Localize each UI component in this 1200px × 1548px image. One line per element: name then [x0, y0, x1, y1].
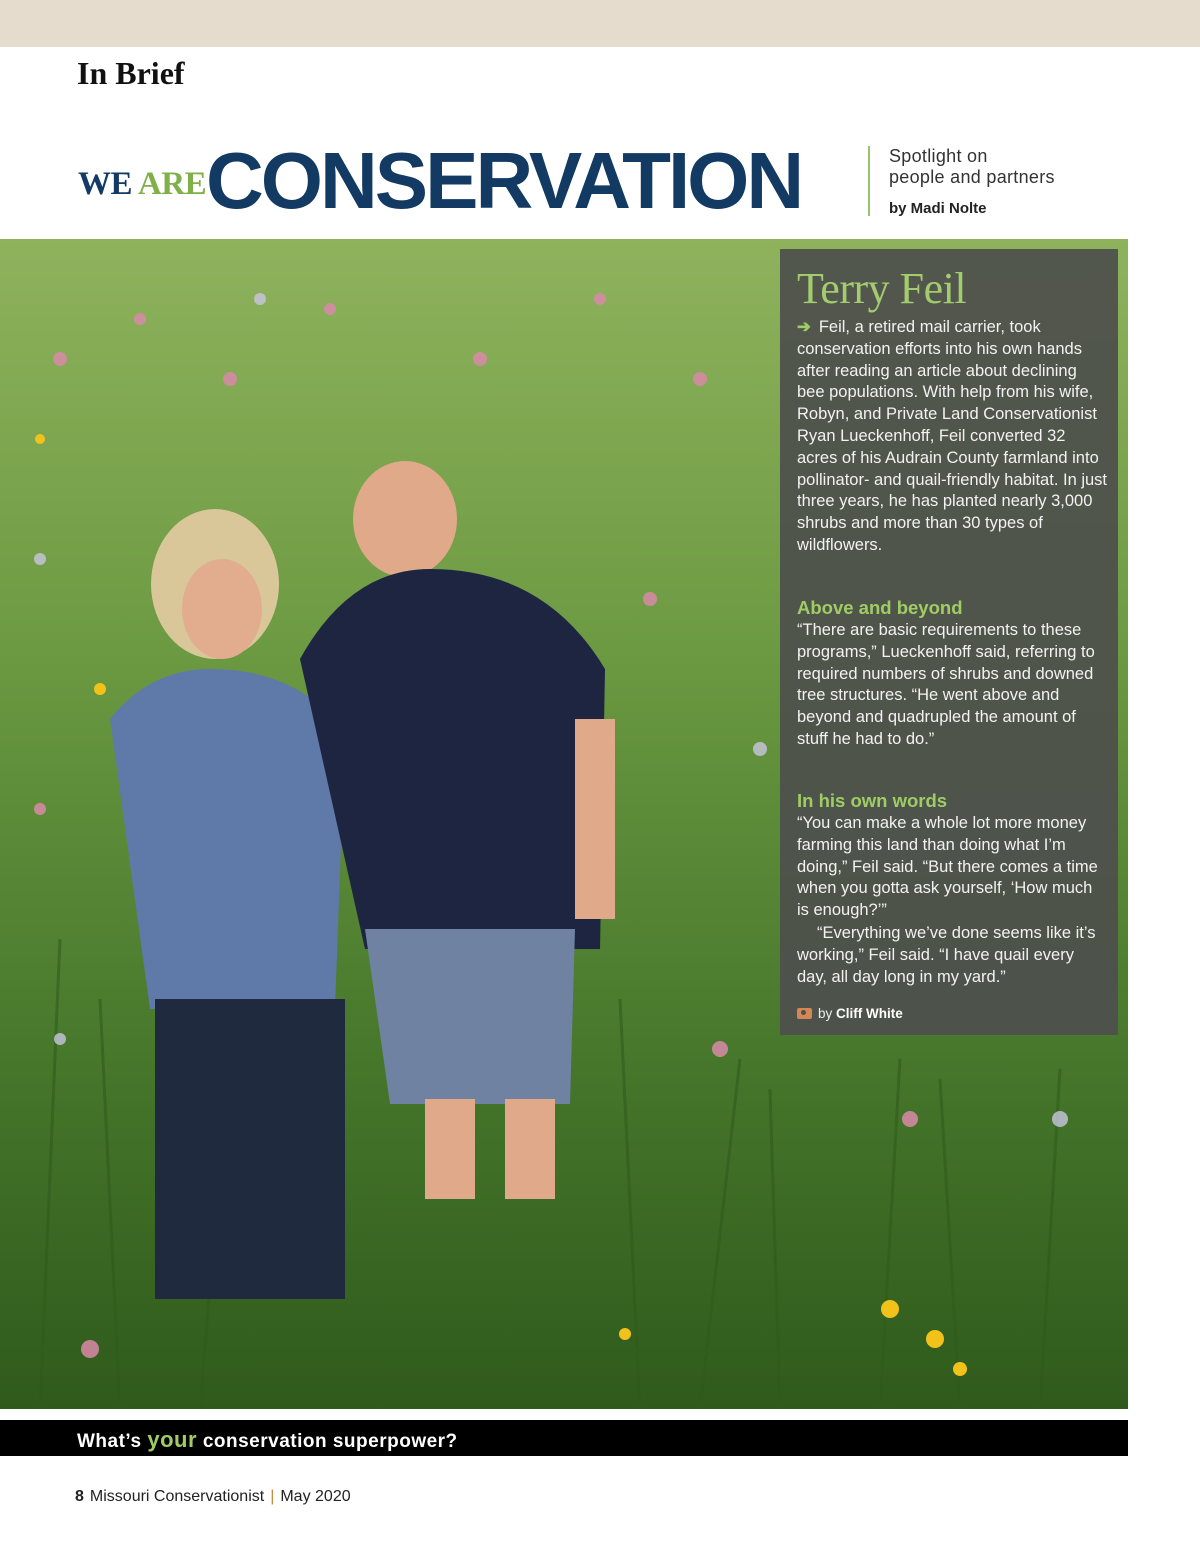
footer-separator: | [270, 1488, 275, 1505]
profile-intro-block [797, 317, 1107, 557]
masthead-divider [868, 146, 870, 216]
page-footer [75, 1488, 351, 1506]
publication-name: Missouri Conservationist [89, 1488, 265, 1505]
tagline-pre: What’s [77, 1431, 142, 1452]
tagline-accent: your [147, 1427, 198, 1452]
section-body-above-and-beyond: “There are basic requirements to these programs,” Lueckenhoff said, referring to required numbers of shrubs and downed tree structures. “He went above and beyond and quadrupled the amount of stuff he had to do.” [797, 621, 1095, 748]
author-byline: by Madi Nolte [889, 200, 987, 217]
section-label: In Brief [77, 55, 185, 91]
profile-name: Terry Feil [797, 264, 967, 313]
section-body-in-his-own-words: “You can make a whole lot more money farming this land than doing what I’m doing,” Feil said. “But there comes a time when you gotta ask yourself, ‘How much is enough?’” [797, 814, 1098, 920]
section-heading-in-his-own-words: In his own words [797, 790, 948, 811]
section-heading-above-and-beyond: Above and beyond [797, 597, 963, 618]
photo-credit-name: Cliff White [836, 1006, 903, 1021]
arrow-right-icon: ➔ [797, 318, 811, 336]
masthead [78, 136, 1138, 230]
tagline [77, 1427, 458, 1453]
tagline-post: conservation superpower? [202, 1431, 458, 1452]
spotlight-line1: Spotlight on [889, 146, 988, 166]
are-word: ARE [137, 166, 207, 202]
tagline-bar [0, 1420, 1128, 1456]
we-are-label [78, 166, 206, 203]
photo-credit-prefix: by [818, 1006, 833, 1021]
camera-icon [797, 1008, 812, 1019]
section-body-quote: “Everything we’ve done seems like it’s working,” Feil said. “I have quail every day, all day long in my yard.” [797, 924, 1096, 986]
spotlight-subtitle [889, 146, 1055, 188]
conservation-title: CONSERVATION [206, 136, 802, 225]
profile-intro: Feil, a retired mail carrier, took conservation efforts into his own hands after reading an article about declining bee populations. With help from his wife, Robyn, and Private Land Conservationist Ryan Lueckenhoff, Feil converted 32 acres of his Audrain County farmland into pollinator- and quail-friendly habitat. In just three years, he has planted nearly 3,000 shrubs and more than 30 types of wildflowers. [797, 318, 1108, 554]
spotlight-line2: people and partners [889, 167, 1055, 187]
top-band [0, 0, 1200, 47]
issue-date: May 2020 [280, 1488, 351, 1505]
we-word: WE [78, 166, 133, 202]
page-number: 8 [75, 1488, 84, 1505]
photo-credit [797, 1006, 903, 1021]
profile-sidebar [780, 249, 1118, 1035]
